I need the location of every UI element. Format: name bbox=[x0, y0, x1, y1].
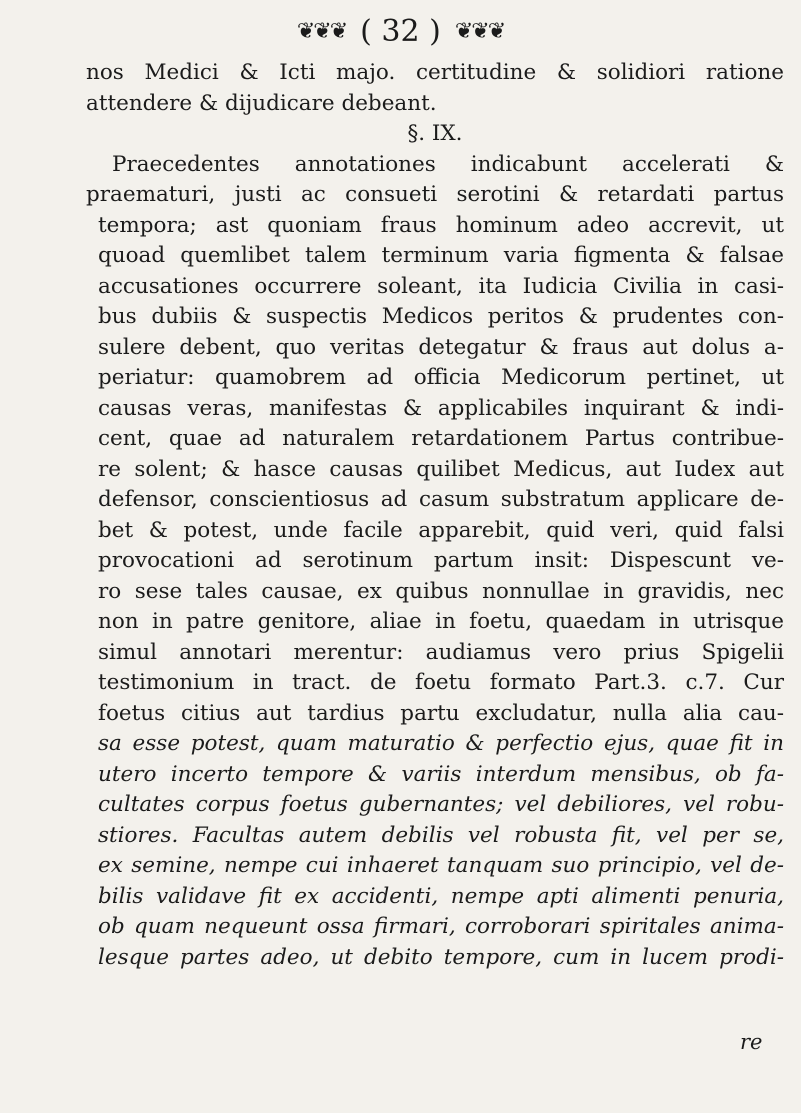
text-line: ex semine, nempe cui inhaeret tanquam suo principio, vel de- bbox=[98, 853, 784, 878]
page-number: ( 32 ) bbox=[360, 13, 441, 49]
text-line: praematuri, justi ac consueti serotini & retardati partus bbox=[86, 182, 784, 207]
text-line: provocationi ad serotinum partum insit: Dispescunt ve- bbox=[98, 548, 784, 573]
text-line: non in patre genitore, aliae in foetu, quaedam in utrisque bbox=[98, 609, 784, 634]
ornament-right-icon: ❦❦❦ bbox=[454, 18, 505, 44]
text-line: cultates corpus foetus gubernantes; vel debiliores, vel robu- bbox=[98, 792, 784, 817]
text-line: foetus citius aut tardius partu excludatur, nulla alia cau- bbox=[98, 700, 784, 726]
body-text bbox=[86, 58, 784, 973]
text-line: bus dubiis & suspectis Medicos peritos & prudentes con- bbox=[98, 304, 784, 329]
text-line: ro sese tales causae, ex quibus nonnullae in gravidis, nec bbox=[98, 578, 784, 604]
page-header bbox=[0, 10, 801, 52]
text-line: quoad quemlibet talem terminum varia figmenta & falsae bbox=[98, 243, 784, 268]
text-line: nos Medici & Icti majo. certitudine & solidiori ratione bbox=[86, 60, 784, 85]
text-line: sulere debent, quo veritas detegatur & fraus aut dolus a- bbox=[98, 334, 784, 360]
text-line: tempora; ast quoniam fraus hominum adeo accrevit, ut bbox=[98, 212, 784, 238]
text-line: causas veras, manifestas & applicabiles inquirant & indi- bbox=[98, 395, 784, 421]
text-line: periatur: quamobrem ad officia Medicorum pertinet, ut bbox=[98, 365, 784, 390]
text-line: defensor, conscientiosus ad casum substratum applicare de- bbox=[98, 487, 784, 512]
text-line: stiores. Facultas autem debilis vel robusta fit, vel per se, bbox=[98, 822, 784, 848]
ornament-left-icon: ❦❦❦ bbox=[296, 18, 347, 44]
text-line: bilis validave fit ex accidenti, nempe apti alimenti penuria, bbox=[98, 883, 784, 909]
text-line: Praecedentes annotationes indicabunt accelerati & bbox=[112, 151, 784, 177]
text-line: attendere & dijudicare debeant. bbox=[86, 90, 437, 116]
text-line: cent, quae ad naturalem retardationem Partus contribue- bbox=[98, 426, 784, 451]
text-line: sa esse potest, quam maturatio & perfectio ejus, quae fit in bbox=[98, 731, 784, 756]
text-line: ob quam nequeunt ossa firmari, corroborari spiritales anima- bbox=[98, 914, 784, 939]
text-line: accusationes occurrere soleant, ita Iudicia Civilia in casi- bbox=[98, 273, 784, 299]
text-line: testimonium in tract. de foetu formato Part.3. c.7. Cur bbox=[98, 670, 784, 695]
section-heading: §. IX. bbox=[407, 121, 463, 146]
text-line: utero incerto tempore & variis interdum mensibus, ob fa- bbox=[98, 761, 784, 787]
text-line: re solent; & hasce causas quilibet Medicus, aut Iudex aut bbox=[98, 456, 784, 482]
catchword: re bbox=[740, 1030, 763, 1054]
text-line: lesque partes adeo, ut debito tempore, cum in lucem prodi- bbox=[98, 944, 784, 970]
text-line: bet & potest, unde facile apparebit, quid veri, quid falsi bbox=[98, 517, 784, 543]
text-line: simul annotari merentur: audiamus vero prius Spigelii bbox=[98, 639, 784, 665]
